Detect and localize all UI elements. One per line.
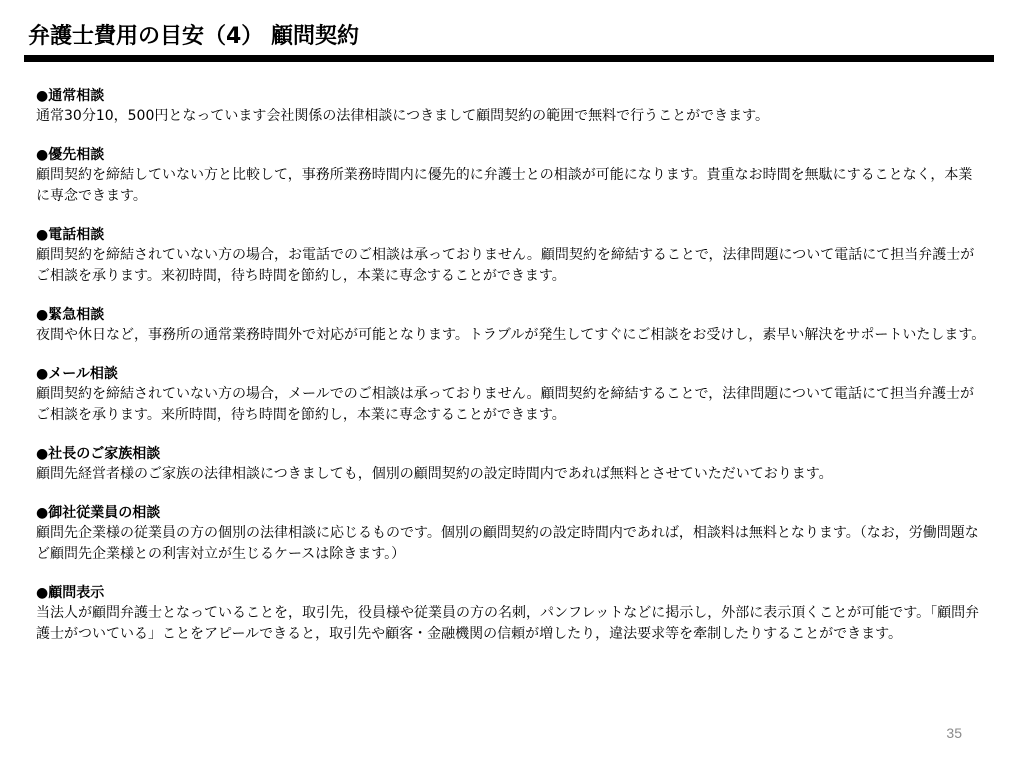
section-heading: ●メール相談 (36, 366, 118, 382)
section-body: 顧問契約を締結していない方と比較して，事務所業務時間内に優先的に弁護士との相談が可能になります。貴重なお時間を無駄にすることなく，本業に専念できます。 (36, 167, 973, 204)
section-employee-consultation (36, 503, 986, 565)
section-body: 顧問契約を締結されていない方の場合，メールでのご相談は承っておりません。顧問契約を締結することで，法律問題について電話にて担当弁護士がご相談を承ります。来所時間，待ち時間を節約し，本業に専念することができます。 (36, 386, 974, 423)
section-heading: ●優先相談 (36, 147, 105, 163)
slide-content (36, 86, 986, 645)
section-emergency-consultation (36, 305, 986, 346)
section-priority-consultation (36, 145, 986, 207)
section-heading: ●緊急相談 (36, 307, 105, 323)
section-body: 顧問契約を締結されていない方の場合，お電話でのご相談は承っておりません。顧問契約を締結することで，法律問題について電話にて担当弁護士がご相談を承ります。来初時間，待ち時間を節約し，本業に専念することができます。 (36, 247, 975, 284)
section-body: 夜間や休日など，事務所の通常業務時間外で対応が可能となります。トラブルが発生してすぐにご相談をお受けし，素早い解決をサポートいたします。 (36, 327, 986, 343)
section-advisor-display (36, 583, 986, 645)
section-body: 顧問先企業様の従業員の方の個別の法律相談に応じるものです。個別の顧問契約の設定時間内であれば，相談料は無料となります。（なお，労働問題など顧問先企業様との利害対立が生じるケースは除きます。） (36, 525, 979, 562)
section-body: 当法人が顧問弁護士となっていることを，取引先，役員様や従業員の方の名刺，パンフレットなどに掲示し，外部に表示頂くことが可能です。「顧問弁護士がついている」ことをアピールできると，取引先や顧客・金融機関の信頼が増したり，違法要求等を牽制したりすることができます。 (36, 605, 980, 642)
section-heading: ●顧問表示 (36, 585, 105, 601)
section-heading: ●電話相談 (36, 227, 105, 243)
section-heading: ●社長のご家族相談 (36, 446, 161, 462)
title-underline (24, 55, 994, 62)
page-number: 35 (946, 725, 962, 741)
slide-title: 弁護士費用の目安（4） 顧問契約 (28, 24, 359, 49)
section-phone-consultation (36, 225, 986, 287)
section-email-consultation (36, 364, 986, 426)
section-family-consultation (36, 444, 986, 485)
section-body: 通常30分10，500円となっています会社関係の法律相談につきまして顧問契約の範囲で無料で行うことができます。 (36, 108, 769, 124)
section-regular-consultation (36, 86, 986, 127)
section-body: 顧問先経営者様のご家族の法律相談につきましても，個別の顧問契約の設定時間内であれば無料とさせていただいております。 (36, 466, 833, 482)
section-heading: ●御社従業員の相談 (36, 505, 161, 521)
section-heading: ●通常相談 (36, 88, 105, 104)
